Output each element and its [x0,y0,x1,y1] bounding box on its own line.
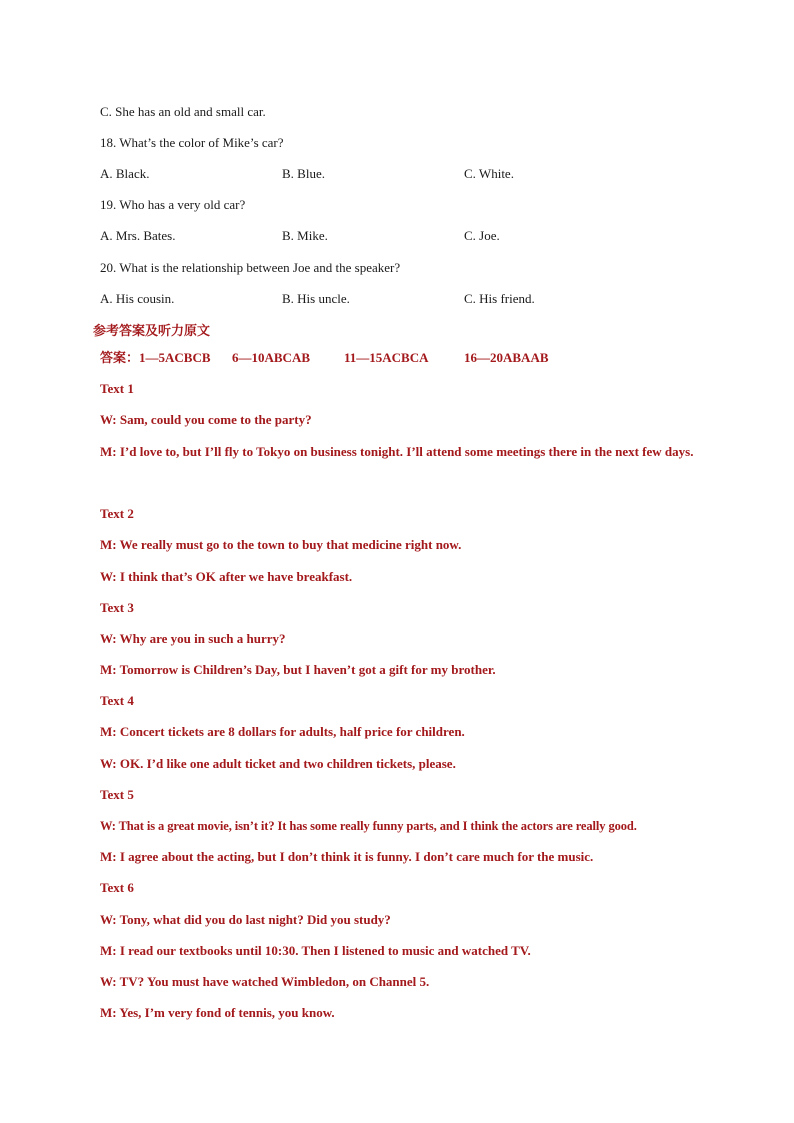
text1-title: Text 1 [100,381,134,396]
q20-option-c: C. His friend. [464,291,535,306]
q19-option-b: B. Mike. [282,228,328,243]
q20-options [100,291,700,307]
text2-w-line: W: I think that’s OK after we have breakfast. [100,569,353,584]
text6-w-line-1: W: Tony, what did you do last night? Did you study? [100,912,391,927]
text6-title: Text 6 [100,880,134,895]
text6-m-line-2: M: Yes, I’m very fond of tennis, you know. [100,1005,335,1020]
text1-w-line: W: Sam, could you come to the party? [100,412,312,427]
answers-1-5: 答案：1—5ACBCB [100,350,211,365]
text3-m-line: M: Tomorrow is Children’s Day, but I haven’t got a gift for my brother. [100,662,496,677]
text6-m-line-1: M: I read our textbooks until 10:30. Then I listened to music and watched TV. [100,943,531,958]
text1-m-line: M: I’d love to, but I’ll fly to Tokyo on business tonight. I’ll attend some meetings there in the next few days. [100,444,694,459]
text4-w-line: W: OK. I’d like one adult ticket and two children tickets, please. [100,756,456,771]
text6-w-line-2: W: TV? You must have watched Wimbledon, on Channel 5. [100,974,430,989]
text5-w-line: W: That is a great movie, isn’t it? It has some really funny parts, and I think the actors are really good. [100,819,637,833]
q17-option-c: C. She has an old and small car. [100,104,266,119]
q20-option-a: A. His cousin. [100,291,175,306]
answer-key [100,350,700,366]
q18-option-b: B. Blue. [282,166,325,181]
q18-stem: 18. What’s the color of Mike’s car? [100,135,284,150]
text4-m-line: M: Concert tickets are 8 dollars for adults, half price for children. [100,724,465,739]
q19-option-c: C. Joe. [464,228,500,243]
text3-title: Text 3 [100,600,134,615]
text4-title: Text 4 [100,693,134,708]
text2-m-line: M: We really must go to the town to buy that medicine right now. [100,537,462,552]
text5-title: Text 5 [100,787,134,802]
q20-stem: 20. What is the relationship between Joe and the speaker? [100,260,401,275]
q19-stem: 19. Who has a very old car? [100,197,246,212]
text5-m-line: M: I agree about the acting, but I don’t think it is funny. I don’t care much for the music. [100,849,594,864]
answers-6-10: 6—10ABCAB [232,350,311,365]
text2-title: Text 2 [100,506,134,521]
q18-option-a: A. Black. [100,166,150,181]
q19-option-a: A. Mrs. Bates. [100,228,176,243]
text3-w-line: W: Why are you in such a hurry? [100,631,286,646]
q18-option-c: C. White. [464,166,514,181]
q18-options [100,166,700,182]
q19-options [100,228,700,244]
q20-option-b: B. His uncle. [282,291,350,306]
answers-11-15: 11—15ACBCA [344,350,429,365]
answers-16-20: 16—20ABAAB [464,350,549,365]
answer-section-heading: 参考答案及听力原文 [93,323,211,338]
